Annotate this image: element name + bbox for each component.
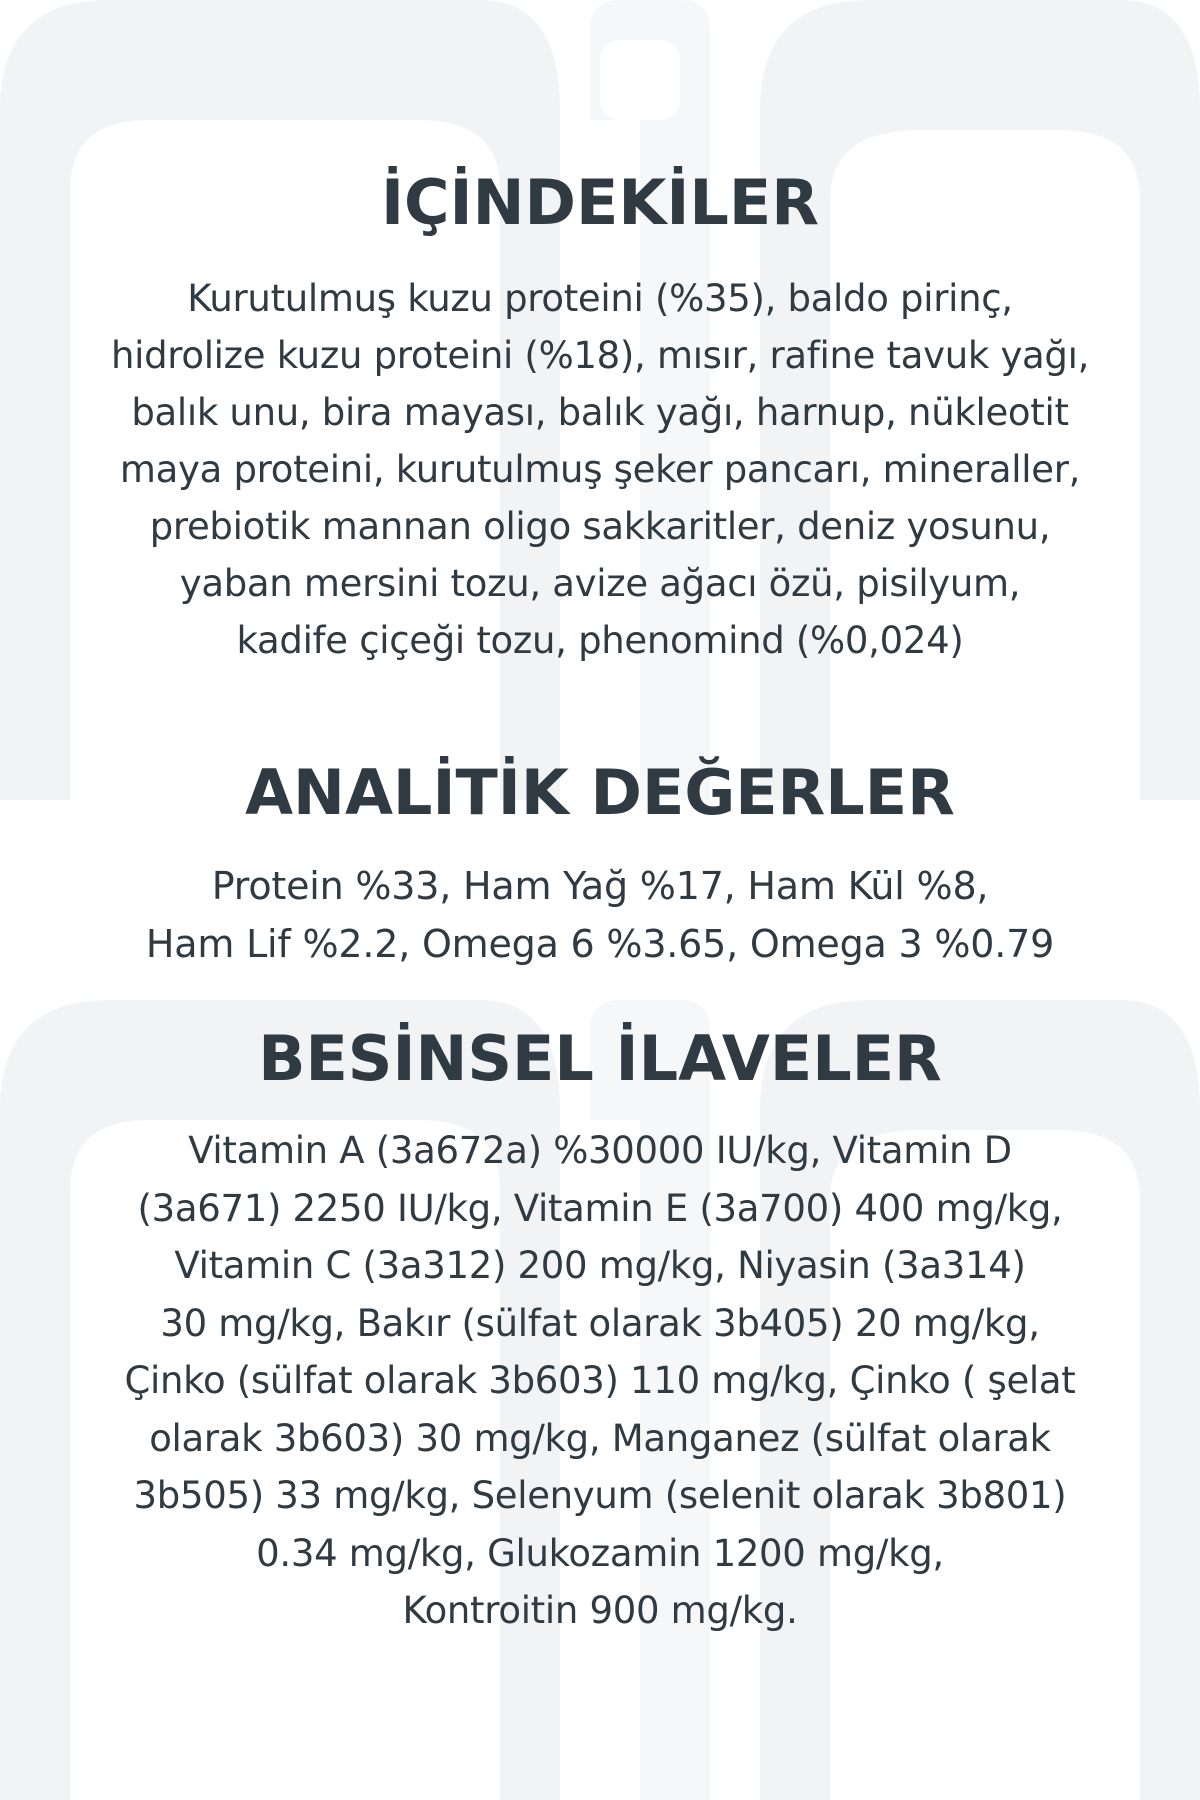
additives-line: Kontroitin 900 mg/kg.: [402, 1589, 798, 1632]
ingredients-text: [0, 270, 1200, 669]
additives-line: Çinko (sülfat olarak 3b603) 110 mg/kg, Çinko ( şelat: [124, 1359, 1076, 1402]
analytics-line: Ham Lif %2.2, Omega 6 %3.65, Omega 3 %0.79: [145, 922, 1055, 966]
additives-line: 30 mg/kg, Bakır (sülfat olarak 3b405) 20 mg/kg,: [160, 1301, 1040, 1345]
ingredients-heading: İÇİNDEKİLER: [380, 166, 820, 239]
additives-heading: BESİNSEL İLAVELER: [258, 1022, 942, 1095]
ingredients-line: yaban mersini tozu, avize ağacı özü, pisilyum,: [179, 562, 1021, 605]
additives-line: olarak 3b603) 30 mg/kg, Manganez (sülfat olarak: [149, 1416, 1051, 1460]
analytics-line: Protein %33, Ham Yağ %17, Ham Kül %8,: [211, 864, 989, 908]
ingredients-line: maya proteini, kurutulmuş şeker pancarı, mineraller,: [119, 448, 1081, 491]
additives-text: [0, 1122, 1200, 1640]
additives-line: Vitamin C (3a312) 200 mg/kg, Niyasin (3a314): [174, 1244, 1026, 1287]
additives-line: (3a671) 2250 IU/kg, Vitamin E (3a700) 400 mg/kg,: [137, 1186, 1063, 1230]
ingredients-line: prebiotik mannan oligo sakkaritler, deniz yosunu,: [149, 505, 1051, 548]
ingredients-line: balık unu, bira mayası, balık yağı, harnup, nükleotit: [131, 391, 1069, 434]
ingredients-line: hidrolize kuzu proteini (%18), mısır, rafine tavuk yağı,: [110, 334, 1090, 377]
ingredients-line: kadife çiçeği tozu, phenomind (%0,024): [236, 619, 964, 662]
additives-line: 3b505) 33 mg/kg, Selenyum (selenit olarak 3b801): [133, 1474, 1067, 1517]
additives-line: 0.34 mg/kg, Glukozamin 1200 mg/kg,: [256, 1531, 944, 1575]
additives-line: Vitamin A (3a672a) %30000 IU/kg, Vitamin D: [188, 1129, 1012, 1172]
ingredients-line: Kurutulmuş kuzu proteini (%35), baldo pirinç,: [187, 277, 1013, 320]
analytics-text: [0, 857, 1200, 973]
analytics-heading: ANALİTİK DEĞERLER: [245, 756, 955, 829]
